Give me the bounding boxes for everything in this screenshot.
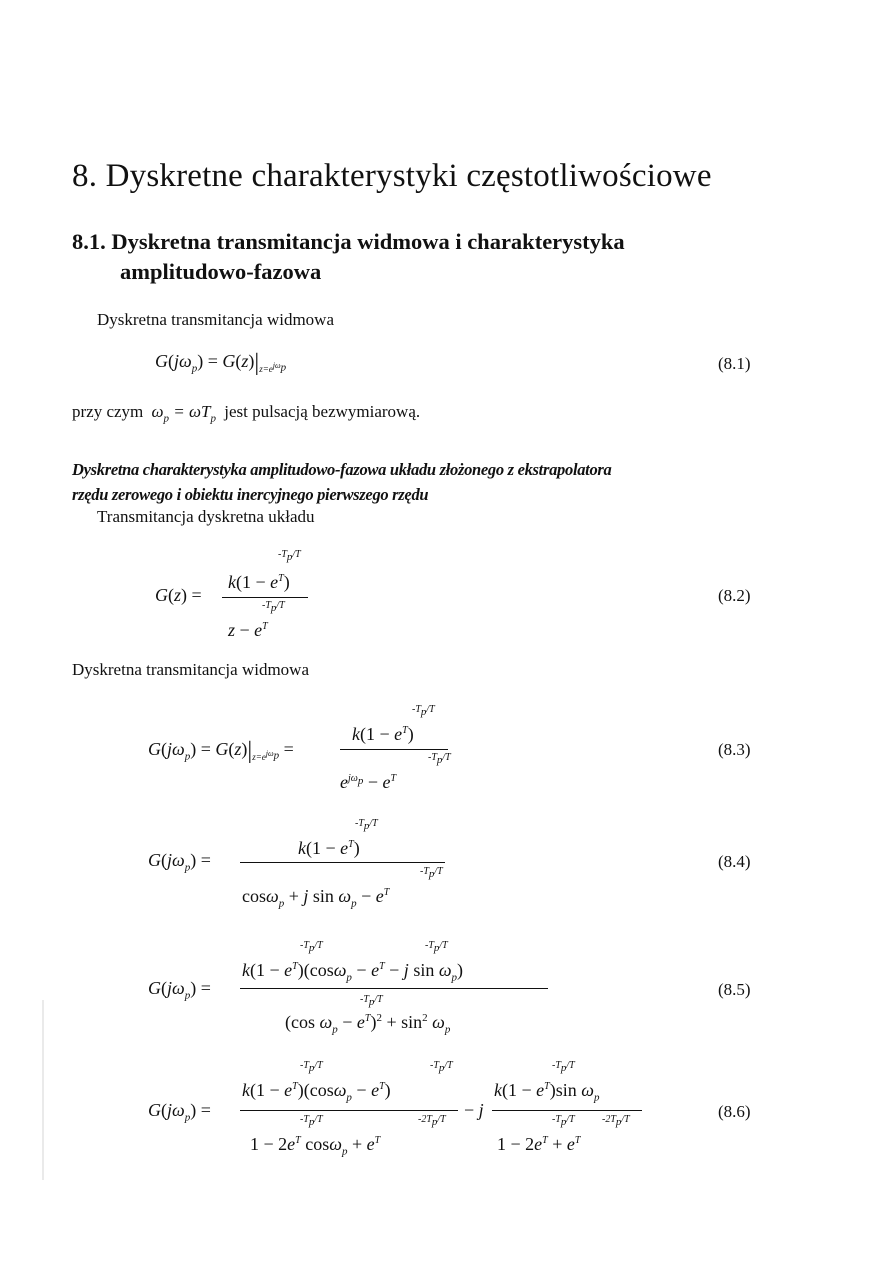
equation-8-5: $G(j\omega_p)$ = $-T_p/T$ $-T_p/T$ $k(1 - e^T)(\cos\omega_p - e^T - j$ $\sin \omega_p$) $-T_p/T$ (cos $\omega_p - e^T)^2 + \sin^2 \omega_p$ bbox=[0, 0, 893, 1]
paragraph-pulsacja: przy czym $\omega_p = \omega T_p$ jest pulsacją bezwymiarową. bbox=[72, 402, 421, 425]
equation-number-8-6: (8.6) bbox=[718, 1102, 751, 1121]
equation-8-4: $G(j\omega_p)$ = $-T_p/T$ $k(1 - e^T)$ $-T_p/T$ cosω$_p$ + j $\sin \omega_p - e^T$ bbox=[0, 0, 893, 1]
equation-number-8-2: (8.2) bbox=[718, 586, 751, 605]
equation-number-8-4: (8.4) bbox=[718, 852, 751, 871]
paragraph-transmitancja-widmowa-2: Dyskretna transmitancja widmowa bbox=[72, 660, 309, 679]
subheading-line1: Dyskretna charakterystyka amplitudowo-fazowa układu złożonego z ekstrapolatora bbox=[72, 460, 612, 479]
paragraph-pulsacja-prefix: przy czym bbox=[72, 402, 144, 421]
section-title-line1: 8.1. Dyskretna transmitancja widmowa i charakterystyka bbox=[72, 229, 625, 254]
equation-number-8-1: (8.1) bbox=[718, 354, 751, 373]
chapter-title: 8. Dyskretne charakterystyki częstotliwościowe bbox=[72, 158, 712, 194]
equation-8-2: G (z) = $-T_p/T$ $k(1 - e^T)$ $-T_p/T$ $z - e^T$ bbox=[0, 0, 893, 1]
equation-8-3: $G(j\omega_p) = G(z)|_{z=e^{j\omega_p}}$ = $-T_p/T$ $k(1 - e^T)$ $-T_p/T$ $e^{j\omega_p} - e^T$ bbox=[148, 704, 451, 792]
equation-number-8-3: (8.3) bbox=[718, 740, 751, 759]
scan-edge-shadow bbox=[42, 1000, 44, 1180]
equation-8-1: $G(j\omega_p) = G(z)|_{z=e^{j\omega_p}}$ bbox=[155, 350, 287, 376]
paragraph-transmitancja-widmowa: Dyskretna transmitancja widmowa bbox=[97, 310, 334, 329]
section-title-line2: amplitudowo-fazowa bbox=[120, 259, 322, 284]
paragraph-pulsacja-suffix: jest pulsacją bezwymiarową. bbox=[224, 402, 421, 421]
equation-8-6: $G(j\omega_p)$ = $-T_p/T$ $-T_p/T$ $k(1 - e^T)(\cos\omega_p - e^T)$ $-T_p/T$ $-2T_p/T$ $1 - 2e^T$ $\cos\omega_p + e^T$ − j $-T_p/T$ $k(1 - e^T)\sin$ $\omega_p$ $-T_p/T$ $-2T_p/T$ $1 - 2e^T + e^T$ bbox=[0, 0, 893, 1]
paragraph-transmitancja-dyskretna: Transmitancja dyskretna układu bbox=[97, 507, 315, 526]
equation-number-8-5: (8.5) bbox=[718, 980, 751, 999]
subheading-line2: rzędu zerowego i obiektu inercyjnego pierwszego rzędu bbox=[72, 485, 429, 504]
